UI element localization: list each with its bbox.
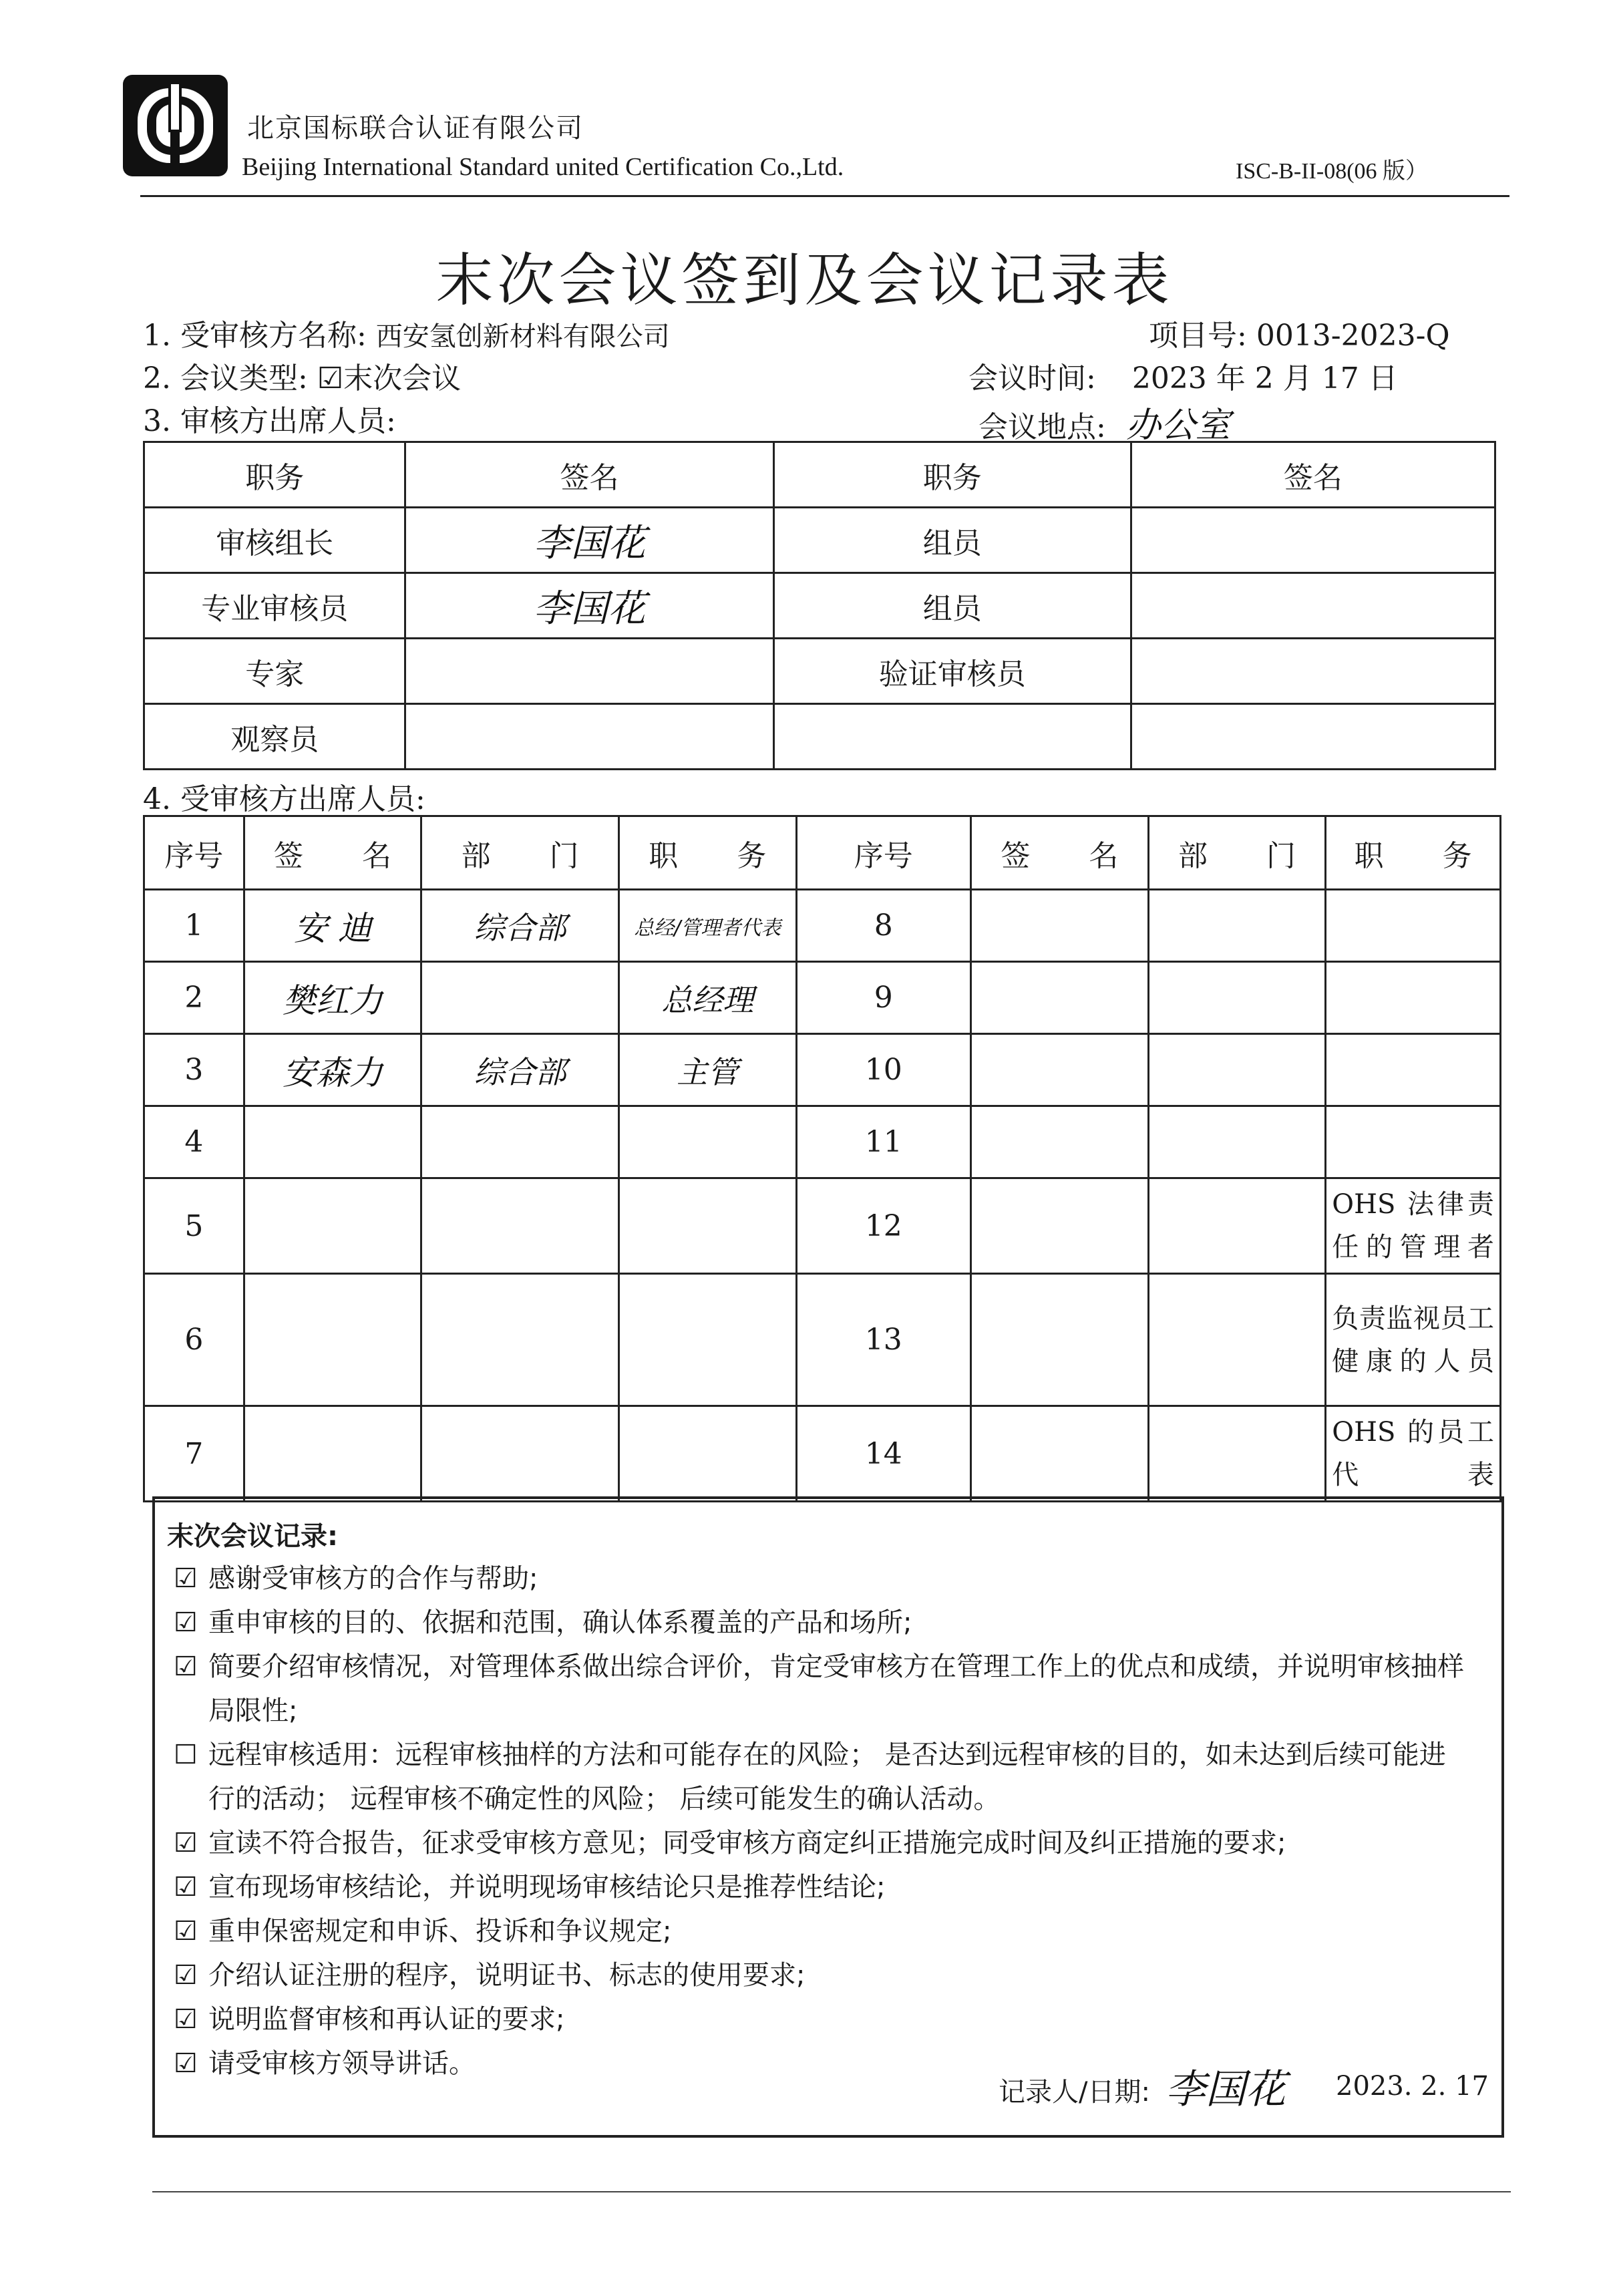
- auditee-name-label: 1. 受审核方名称:: [143, 319, 367, 353]
- department-cell[interactable]: [1148, 1274, 1326, 1406]
- minutes-item: [174, 1601, 1496, 1645]
- project-no-line: [1149, 311, 1450, 354]
- meeting-place-label: 会议地点:: [978, 410, 1106, 444]
- signature-cell[interactable]: [1131, 573, 1495, 639]
- minutes-item-text: 宣布现场审核结论，并说明现场审核结论只是推荐性结论;: [208, 1872, 886, 1903]
- department-cell[interactable]: [421, 1406, 619, 1502]
- row-number: 6: [144, 1274, 244, 1406]
- table-row: [144, 704, 1495, 770]
- header-cell: 职务: [144, 442, 405, 508]
- minutes-item-text: 重申保密规定和申诉、投诉和争议规定;: [208, 1916, 672, 1947]
- signature-cell[interactable]: [971, 1406, 1149, 1502]
- document-code: ISC-B-II-08(06 版）: [1236, 159, 1429, 184]
- header-cell: 职 务: [618, 816, 796, 890]
- table-row: [144, 890, 1501, 962]
- position-cell[interactable]: [1326, 1034, 1501, 1106]
- project-no-value: 0013-2023-Q: [1256, 319, 1450, 353]
- position-cell[interactable]: [618, 1106, 796, 1178]
- row-number: 13: [796, 1274, 970, 1406]
- header-cell: 部 门: [1148, 816, 1326, 890]
- minutes-item: [174, 2041, 1496, 2086]
- table-row: [144, 508, 1495, 573]
- minutes-item: [174, 1865, 1496, 1909]
- minutes-item-text: 感谢受审核方的合作与帮助;: [208, 1563, 538, 1594]
- header-cell: 签名: [405, 442, 773, 508]
- position-cell[interactable]: 负责监视员工健康的人员: [1326, 1274, 1501, 1406]
- meeting-type-value: 末次会议: [343, 361, 462, 395]
- department-cell[interactable]: [1148, 1034, 1326, 1106]
- signature-cell[interactable]: 樊红力: [244, 962, 421, 1034]
- table-row: [144, 1034, 1501, 1106]
- checkbox-icon[interactable]: ☑: [174, 1828, 198, 1858]
- checkbox-icon[interactable]: ☑: [174, 1872, 198, 1903]
- signature-cell[interactable]: 安 迪: [244, 890, 421, 962]
- header-cell: 签 名: [971, 816, 1149, 890]
- minutes-item: [174, 1733, 1496, 1821]
- department-cell[interactable]: [421, 1274, 619, 1406]
- audit-team-table: [143, 441, 1496, 770]
- minutes-item: [174, 1556, 1496, 1601]
- header-cell: 部 门: [421, 816, 619, 890]
- row-number: 5: [144, 1178, 244, 1274]
- row-number: 1: [144, 890, 244, 962]
- department-cell[interactable]: [1148, 962, 1326, 1034]
- row-number: 4: [144, 1106, 244, 1178]
- table-row: [144, 1106, 1501, 1178]
- table-header-row: [144, 816, 1501, 890]
- minutes-item-text: 说明监督审核和再认证的要求;: [208, 2004, 565, 2035]
- minutes-item: [174, 1997, 1496, 2041]
- row-number: 3: [144, 1034, 244, 1106]
- checkbox-icon[interactable]: ☑: [174, 1651, 198, 1682]
- header-cell: 签名: [1131, 442, 1495, 508]
- position-cell[interactable]: [618, 1274, 796, 1406]
- company-logo-icon: [120, 72, 230, 179]
- minutes-item-text: 宣读不符合报告，征求受审核方意见；同受审核方商定纠正措施完成时间及纠正措施的要求;: [208, 1828, 1286, 1858]
- signature-cell[interactable]: [244, 1178, 421, 1274]
- signature-cell[interactable]: [244, 1274, 421, 1406]
- role-cell: 观察员: [144, 704, 405, 770]
- table-row: [144, 639, 1495, 704]
- company-name-en: Beijing International Standard united Certification Co.,Ltd.: [242, 153, 844, 181]
- minutes-item: [174, 1953, 1496, 1997]
- company-name-cn: 北京国标联合认证有限公司: [247, 113, 584, 144]
- signature-cell[interactable]: [971, 962, 1149, 1034]
- position-cell[interactable]: 主管: [618, 1034, 796, 1106]
- signature-cell[interactable]: [1131, 508, 1495, 573]
- position-cell[interactable]: [1326, 962, 1501, 1034]
- row-number: 14: [796, 1406, 970, 1502]
- position-cell[interactable]: OHS 的员工代表: [1326, 1406, 1501, 1502]
- table-header-row: [144, 442, 1495, 508]
- meeting-time-value: 2023 年 2 月 17 日: [1131, 361, 1398, 395]
- department-cell[interactable]: [1148, 1406, 1326, 1502]
- role-cell: 组员: [773, 508, 1131, 573]
- role-cell: 验证审核员: [773, 639, 1131, 704]
- minutes-item-text: 介绍认证注册的程序，说明证书、标志的使用要求;: [208, 1960, 806, 1991]
- meeting-time-label: 会议时间:: [968, 361, 1096, 395]
- auditee-name-value: 西安氢创新材料有限公司: [375, 321, 670, 352]
- signature-cell[interactable]: [1131, 639, 1495, 704]
- checkbox-icon[interactable]: ☑: [174, 1607, 198, 1638]
- table-row: [144, 1274, 1501, 1406]
- minutes-item-text: 重申审核的目的、依据和范围，确认体系覆盖的产品和场所;: [208, 1607, 912, 1638]
- row-number: 2: [144, 962, 244, 1034]
- header-cell: 序号: [796, 816, 970, 890]
- row-number: 9: [796, 962, 970, 1034]
- department-cell[interactable]: [1148, 1106, 1326, 1178]
- checkbox-icon[interactable]: ☑: [174, 1916, 198, 1947]
- header-cell: 序号: [144, 816, 244, 890]
- minutes-title: 末次会议记录:: [167, 1521, 338, 1552]
- checkbox-icon[interactable]: ☑: [174, 2004, 198, 2035]
- checkbox-icon[interactable]: ☑: [174, 1563, 198, 1594]
- meeting-place-line: [978, 397, 1230, 447]
- row-number: 12: [796, 1178, 970, 1274]
- role-cell: 组员: [773, 573, 1131, 639]
- table-row: [144, 1406, 1501, 1502]
- position-cell[interactable]: [1326, 890, 1501, 962]
- recorder-label: 记录人/日期:: [999, 2077, 1150, 2108]
- position-cell[interactable]: 总经理: [618, 962, 796, 1034]
- signature-cell[interactable]: [244, 1406, 421, 1502]
- signature-cell[interactable]: 李国花: [405, 508, 773, 573]
- position-cell[interactable]: [618, 1178, 796, 1274]
- position-cell[interactable]: OHS 法律责任的管理者: [1326, 1178, 1501, 1274]
- position-cell[interactable]: [1326, 1106, 1501, 1178]
- row-number: 8: [796, 890, 970, 962]
- meeting-type-label: 2. 会议类型:: [143, 361, 308, 395]
- minutes-item: [174, 1909, 1496, 1953]
- role-cell: 审核组长: [144, 508, 405, 573]
- project-no-label: 项目号:: [1149, 319, 1247, 353]
- signature-cell[interactable]: [971, 1274, 1149, 1406]
- recorder-signature: 李国花: [1166, 2066, 1286, 2113]
- header-cell: 签 名: [244, 816, 421, 890]
- signature-cell[interactable]: [971, 1034, 1149, 1106]
- meeting-time-line: [968, 354, 1398, 397]
- department-cell[interactable]: 综合部: [421, 890, 619, 962]
- row-number: 10: [796, 1034, 970, 1106]
- signature-cell[interactable]: [244, 1106, 421, 1178]
- signature-cell[interactable]: [405, 704, 773, 770]
- meeting-type-line: [143, 354, 461, 397]
- auditee-name-line: [143, 311, 670, 354]
- minutes-item-text: 远程审核适用：远程审核抽样的方法和可能存在的风险； 是否达到远程审核的目的，如未达到后续可能进行的活动； 远程审核不确定性的风险； 后续可能发生的确认活动。: [208, 1740, 1446, 1814]
- signature-cell[interactable]: [971, 1106, 1149, 1178]
- checkbox-icon[interactable]: ☑: [174, 1960, 198, 1991]
- department-cell[interactable]: [421, 962, 619, 1034]
- table-row: [144, 962, 1501, 1034]
- record-date: 2023. 2. 17: [1336, 2071, 1489, 2102]
- minutes-item: [174, 1821, 1496, 1865]
- audit-team-label: 3. 审核方出席人员:: [143, 404, 396, 438]
- footer-divider: [152, 2191, 1511, 2192]
- department-cell[interactable]: [421, 1106, 619, 1178]
- role-cell: 专家: [144, 639, 405, 704]
- signature-cell[interactable]: [1131, 704, 1495, 770]
- header-divider: [140, 195, 1509, 197]
- position-cell[interactable]: 总经/管理者代表: [618, 890, 796, 962]
- form-title: 末次会议签到及会议记录表: [435, 247, 1174, 314]
- signature-cell[interactable]: 安森力: [244, 1034, 421, 1106]
- department-cell[interactable]: [421, 1178, 619, 1274]
- checkbox-icon[interactable]: ☑: [174, 2048, 198, 2079]
- meeting-type-checkbox[interactable]: ☑: [317, 361, 344, 395]
- minutes-item-text: 简要介绍审核情况，对管理体系做出综合评价，肯定受审核方在管理工作上的优点和成绩，并说明审核抽样局限性;: [208, 1651, 1464, 1726]
- signature-cell[interactable]: [971, 890, 1149, 962]
- meeting-place-handwriting: 办公室: [1125, 405, 1230, 446]
- department-cell[interactable]: [1148, 1178, 1326, 1274]
- row-number: 7: [144, 1406, 244, 1502]
- department-cell[interactable]: 综合部: [421, 1034, 619, 1106]
- table-row: [144, 1178, 1501, 1274]
- header-cell: 职务: [773, 442, 1131, 508]
- checkbox-icon[interactable]: ☐: [174, 1740, 198, 1770]
- signature-cell[interactable]: [971, 1178, 1149, 1274]
- signature-cell[interactable]: [405, 639, 773, 704]
- minutes-item: [174, 1645, 1496, 1733]
- signature-cell[interactable]: 李国花: [405, 573, 773, 639]
- header-cell: 职 务: [1326, 816, 1501, 890]
- department-cell[interactable]: [1148, 890, 1326, 962]
- position-cell[interactable]: [618, 1406, 796, 1502]
- auditee-attendees-label: 4. 受审核方出席人员:: [143, 782, 425, 816]
- row-number: 11: [796, 1106, 970, 1178]
- table-row: [144, 573, 1495, 639]
- role-cell: 专业审核员: [144, 573, 405, 639]
- minutes-item-text: 请受审核方领导讲话。: [208, 2048, 476, 2079]
- auditee-attendance-table: [143, 815, 1501, 1502]
- role-cell: [773, 704, 1131, 770]
